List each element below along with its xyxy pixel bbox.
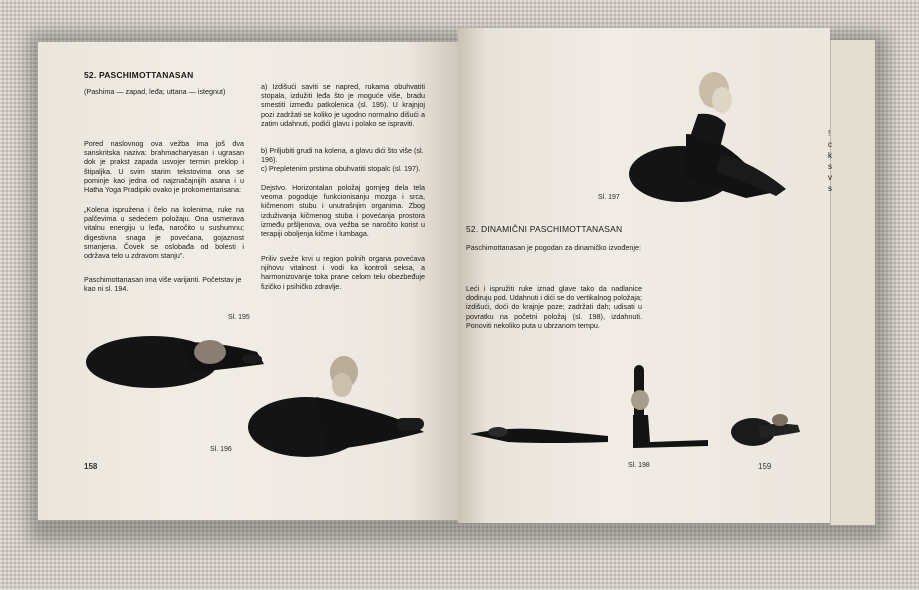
left-page-number: 158 [84, 462, 98, 471]
left-heading: 52. PASCHIMOTTANASAN [84, 70, 194, 80]
blood-paragraph: Priliv sveže krvi u region polnih organa povećava njihovu vitalnost i vodi ka kontroli seksa, a harmonizovanje toka prane celom telu obezbeđuje fizičko i psihičko zdravlje. [261, 254, 425, 291]
caption-195: Sl. 195 [228, 314, 250, 321]
edge-letters: ! c k s v s [828, 129, 832, 193]
right-instructions: Leći i ispružiti ruke iznad glave tako da nadlanice dodiruju pod. Udahnuti i dići se do vertikalnog položaja; izdišući, doći do krajnje poze; zadržati dah; udisati u povratku na početni položaj (sl. 198), izdahnuti. Ponoviti nekoliko puta u ubrzanom tempu. [466, 284, 642, 330]
caption-196: Sl. 196 [210, 446, 232, 453]
right-page [458, 28, 830, 523]
caption-197: Sl. 197 [598, 194, 620, 201]
etymology-text: (Pashima — zapad, leđa; uttana — istegnut) [84, 87, 226, 96]
left-page [38, 42, 458, 520]
figure-196-photo [246, 352, 431, 462]
intro-paragraph: Pored naslovnog ova vežba ima još dva sanskritska naziva: brahmacharyasan i ugrasan dok je prakst zapada usvojer termin preklop i štipaljka. U svim starim tekstovima ona se pominje kao jedna od najznačajnijih asana i u Hatha Yoga Pradipiki ovako je prokomentarisana: [84, 139, 244, 195]
right-page-number: 159 [758, 462, 772, 471]
figure-195-photo [82, 312, 272, 392]
book-back-cover [830, 40, 875, 525]
figure-197-photo [626, 64, 796, 204]
variants-paragraph: Paschimottanasan ima više varijanti. Početstav je kao ni sl. 194. [84, 275, 242, 294]
caption-198: Sl. 198 [628, 462, 650, 469]
figure-198-photo [468, 360, 808, 460]
right-heading: 52. DINAMIČNI PASCHIMOTTANASAN [466, 224, 623, 234]
step-a-text: a) Izdišući saviti se napred, rukama obuhvatiti stopala, izdužiti leđa što je moguće više, bradu smestiti između patkolenica (sl. 195). U krajnjoj pozi zadržati se koliko je ugodno normalno dišući a zatim udahnuti, podići glavu i polako se ispraviti. [261, 82, 425, 128]
effect-paragraph: Dejstvo. Horizontalan položaj gornjeg dela tela veoma pogoduje funkcionisanju mozga i srca, kičmenom stubu i unutrašnjim organima. Zbog izduživanja kičmenog stuba i povećanja prostora između pršljenova, ova vežba se naročito korist u terapiji oboljenja kičme i lumbaga. [261, 183, 425, 239]
step-b-text: b) Priljubiti grudi na kolena, a glavu dići što više (sl. 196). [261, 146, 424, 165]
right-intro: Paschimottanasan je pogodan za dinamičko izvođenje: [466, 243, 642, 252]
step-c-text: c) Prepletenim prstima obuhvatiti stopalc (sl. 197). [261, 164, 421, 173]
quote-paragraph: „Kolena ispružena i čelo na kolenima, ruke na palčevima u sedećem položaju. Ona usmerava vitalnu energiju u leđa, naročito u sushumnu; digestivna snaga je povećana, gojaznost smanjena. Čovek se oslobađa od bolesti i održava telo u zdravom stanju". [84, 205, 244, 261]
